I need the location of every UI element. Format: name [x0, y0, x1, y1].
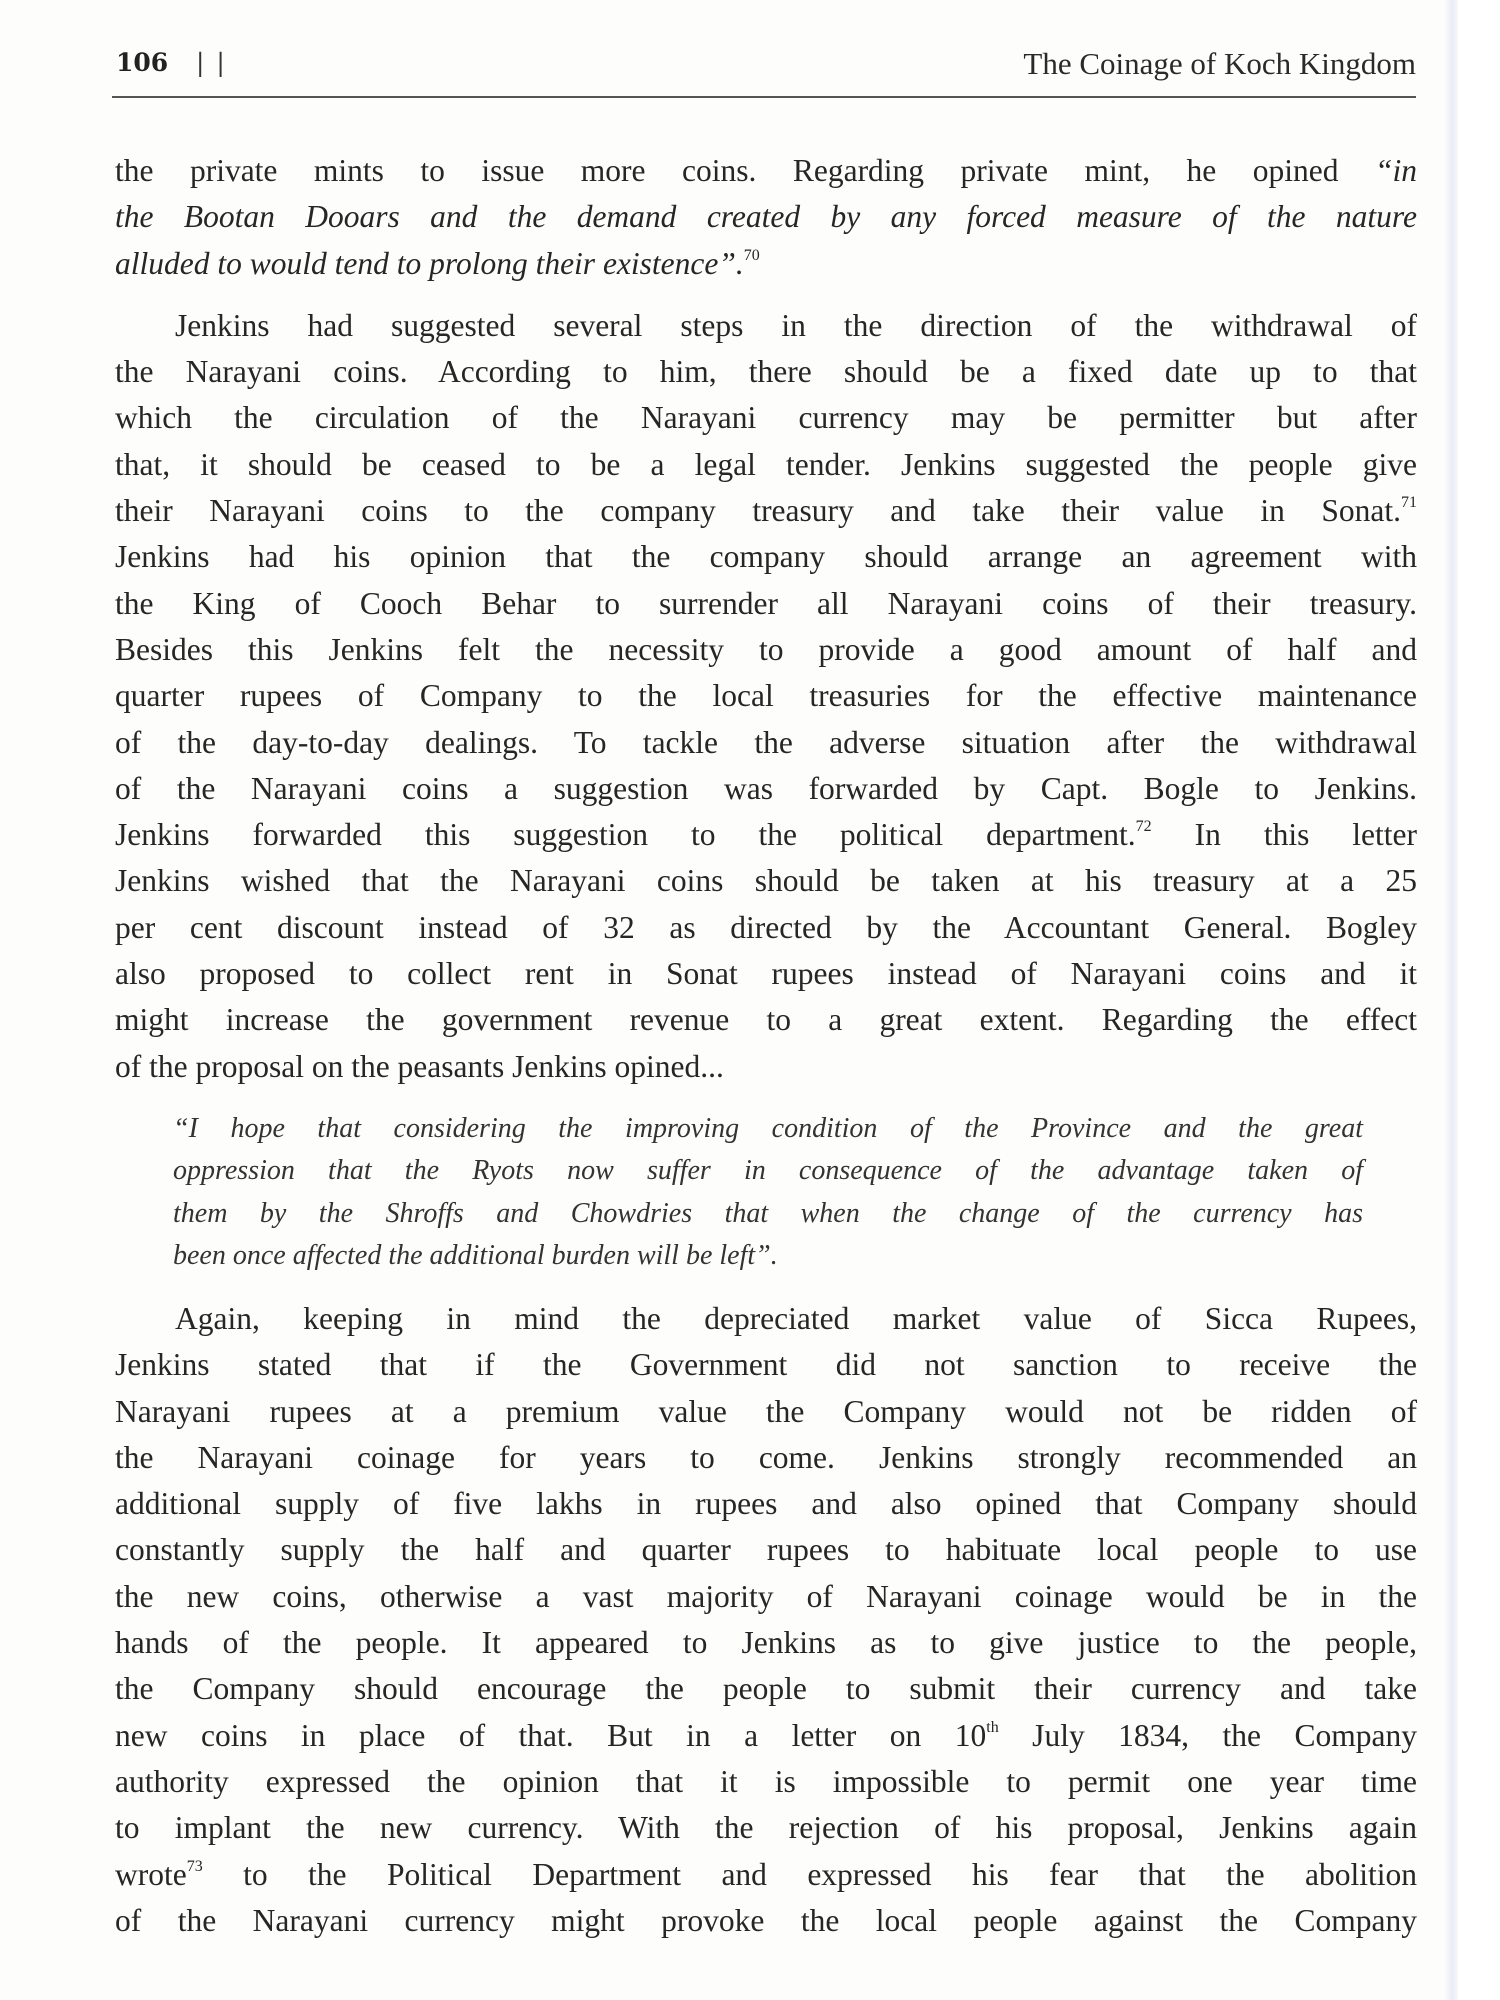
- text-line: Jenkins had his opinion that the company should arrange an agreement with: [115, 539, 1417, 575]
- text-line: Jenkins forwarded this suggestion to the political department.$^{72}$ In this letter: [115, 817, 1417, 853]
- text-line: the Bootan Dooars and the demand created by any forced measure of the nature: [115, 199, 1417, 235]
- text-line: of the Narayani coins a suggestion was forwarded by Capt. Bogle to Jenkins.: [115, 770, 1417, 806]
- paragraph-2: [115, 303, 1417, 1090]
- text-line: to implant the new currency. With the rejection of his proposal, Jenkins again: [115, 1810, 1417, 1846]
- text-line: the Company should encourage the people to submit their currency and take: [115, 1671, 1417, 1707]
- text-line: additional supply of five lakhs in rupees and also opined that Company should: [115, 1486, 1417, 1522]
- text-line: the Narayani coinage for years to come. Jenkins strongly recommended an: [115, 1439, 1417, 1475]
- text-line: constantly supply the half and quarter rupees to habituate local people to use: [115, 1532, 1417, 1568]
- paragraph-3: [115, 1296, 1417, 1944]
- text-line: the private mints to issue more coins. Regarding private mint, he opined “in: [115, 153, 1417, 188]
- text-line: Jenkins stated that if the Government did not sanction to receive the: [115, 1347, 1417, 1383]
- text-line: Besides this Jenkins felt the necessity to provide a good amount of half and: [115, 631, 1417, 667]
- text-line: alluded to would tend to prolong their existence”.$^{70}$: [115, 245, 760, 281]
- footnote-ref-70[interactable]: 70: [743, 246, 760, 264]
- text-line: of the Narayani currency might provoke the local people against the Company: [115, 1902, 1417, 1938]
- text-line: of the proposal on the peasants Jenkins opined...: [115, 1048, 724, 1084]
- text-line: their Narayani coins to the company treasury and take their value in Sonat.$^{71}$: [115, 493, 1417, 529]
- page-edge-shadow: [1444, 0, 1458, 2000]
- running-title: The Coinage of Koch Kingdom: [1023, 46, 1416, 81]
- text-line: hands of the people. It appeared to Jenkins as to give justice to the people,: [115, 1625, 1417, 1661]
- text-line: Narayani rupees at a premium value the Company would not be ridden of: [115, 1393, 1417, 1429]
- page-number: 106: [116, 48, 169, 77]
- quote-line: “I hope that considering the improving condition of the Province and the great: [173, 1112, 1363, 1144]
- text-line: the King of Cooch Behar to surrender all Narayani coins of their treasury.: [115, 585, 1417, 621]
- footnote-ref-73[interactable]: 73: [186, 1857, 203, 1875]
- text-line: which the circulation of the Narayani currency may be permitter but after: [115, 400, 1417, 436]
- text-line: also proposed to collect rent in Sonat rupees instead of Narayani coins and it: [115, 956, 1417, 992]
- text-line: might increase the government revenue to a great extent. Regarding the effect: [115, 1002, 1417, 1038]
- paragraph-1: [115, 148, 1417, 287]
- page-margin-right: [1458, 0, 1500, 2000]
- body-text: [115, 148, 1417, 1944]
- quote-line: been once affected the additional burden will be left”.: [173, 1240, 778, 1272]
- text-line: wrote$^{73}$ to the Political Department and expressed his fear that the abolition: [115, 1856, 1417, 1892]
- text-line: Jenkins wished that the Narayani coins should be taken at his treasury at a 25: [115, 863, 1417, 899]
- text-line: Again, keeping in mind the depreciated market value of Sicca Rupees,: [175, 1300, 1417, 1336]
- ordinal-suffix: th: [986, 1718, 999, 1736]
- text-line: quarter rupees of Company to the local treasuries for the effective maintenance: [115, 678, 1417, 714]
- text-line: authority expressed the opinion that it is impossible to permit one year time: [115, 1763, 1417, 1799]
- text-line: Jenkins had suggested several steps in the direction of the withdrawal of: [175, 307, 1417, 343]
- block-quote: [173, 1108, 1363, 1278]
- text-line: that, it should be ceased to be a legal tender. Jenkins suggested the people give: [115, 446, 1417, 482]
- quote-line: oppression that the Ryots now suffer in consequence of the advantage taken of: [173, 1155, 1363, 1187]
- text-line: of the day-to-day dealings. To tackle the adverse situation after the withdrawal: [115, 724, 1417, 760]
- footnote-ref-71[interactable]: 71: [1401, 494, 1417, 512]
- text-line: the new coins, otherwise a vast majority of Narayani coinage would be in the: [115, 1578, 1417, 1614]
- footnote-ref-72[interactable]: 72: [1135, 818, 1152, 836]
- text-line: per cent discount instead of 32 as directed by the Accountant General. Bogley: [115, 909, 1417, 945]
- quote-line: them by the Shroffs and Chowdries that when the change of the currency has: [173, 1197, 1363, 1229]
- text-line: new coins in place of that. But in a letter on 10th July 1834, the Company: [115, 1717, 1417, 1753]
- page-header: [112, 44, 1416, 98]
- text-line: the Narayani coins. According to him, there should be a fixed date up to that: [115, 354, 1417, 390]
- header-separator: | |: [196, 48, 227, 77]
